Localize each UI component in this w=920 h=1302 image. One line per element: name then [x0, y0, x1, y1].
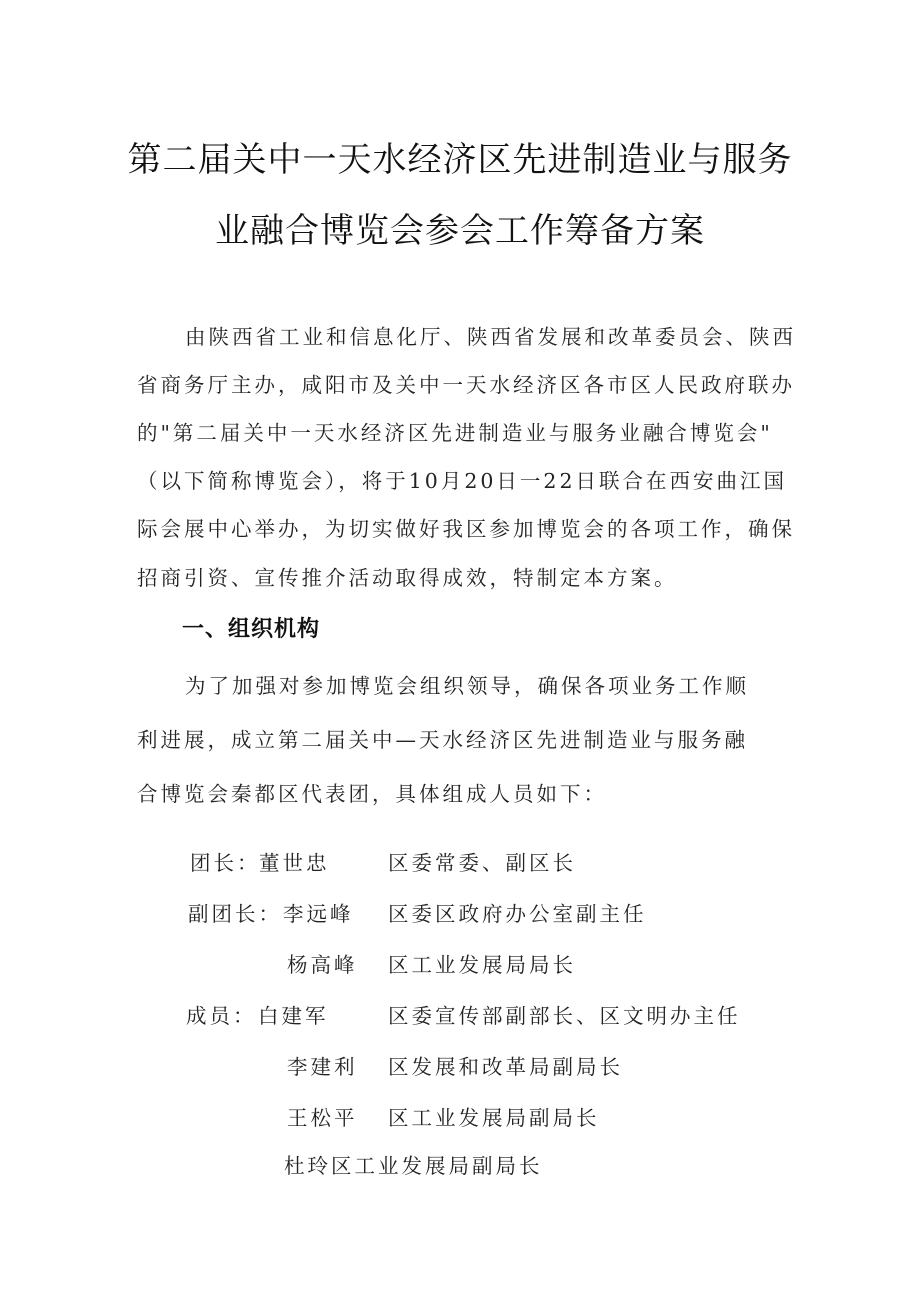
member-title: 区工业发展局局长 [388, 953, 576, 977]
intro-line-6: 招商引资、宣传推介活动取得成效，特制定本方案。 [137, 566, 678, 590]
document-title-line-2: 业融合博览会参会工作筹备方案 [215, 211, 705, 251]
section1-line-2: 利进展，成立第二届关中—天水经济区先进制造业与服务融 [137, 728, 748, 752]
intro-line-2: 省商务厅主办，咸阳市及关中一天水经济区各市区人民政府联办 [137, 373, 795, 397]
member-role: 成员： [186, 1004, 257, 1028]
member-name: 杨高峰 [287, 953, 358, 977]
member-name: 董世忠 [259, 851, 330, 875]
intro-line-4: （以下简称博览会），将于10月20日一22日联合在西安曲江国 [137, 469, 788, 493]
member-role: 团长： [190, 851, 261, 875]
intro-line-3: 的"第二届关中一天水经济区先进制造业与服务业融合博览会" [137, 421, 773, 445]
section-heading-organization: 一、组织机构 [182, 617, 321, 642]
section1-line-1: 为了加强对参加博览会组织领导，确保各项业务工作顺 [185, 674, 749, 698]
member-title: 区委宣传部副部长、区文明办主任 [388, 1004, 741, 1028]
section1-line-3: 合博览会秦都区代表团，具体组成人员如下： [137, 782, 607, 806]
member-name: 王松平 [287, 1106, 358, 1130]
member-name: 白建军 [258, 1004, 329, 1028]
member-name: 李远峰 [283, 902, 354, 926]
member-role: 副团长： [188, 902, 282, 926]
member-name: 李建利 [287, 1055, 358, 1079]
member-line-last: 杜玲区工业发展局副局长 [284, 1154, 543, 1178]
intro-line-1: 由陕西省工业和信息化厅、陕西省发展和改革委员会、陕西 [185, 325, 796, 349]
member-title: 区发展和改革局副局长 [388, 1055, 623, 1079]
intro-line-5: 际会展中心举办，为切实做好我区参加博览会的各项工作，确保 [137, 517, 795, 541]
member-title: 区委常委、副区长 [388, 851, 576, 875]
member-title: 区工业发展局副局长 [388, 1106, 600, 1130]
member-title: 区委区政府办公室副主任 [388, 902, 647, 926]
document-title-line-1: 第二届关中一天水经济区先进制造业与服务 [127, 140, 793, 180]
